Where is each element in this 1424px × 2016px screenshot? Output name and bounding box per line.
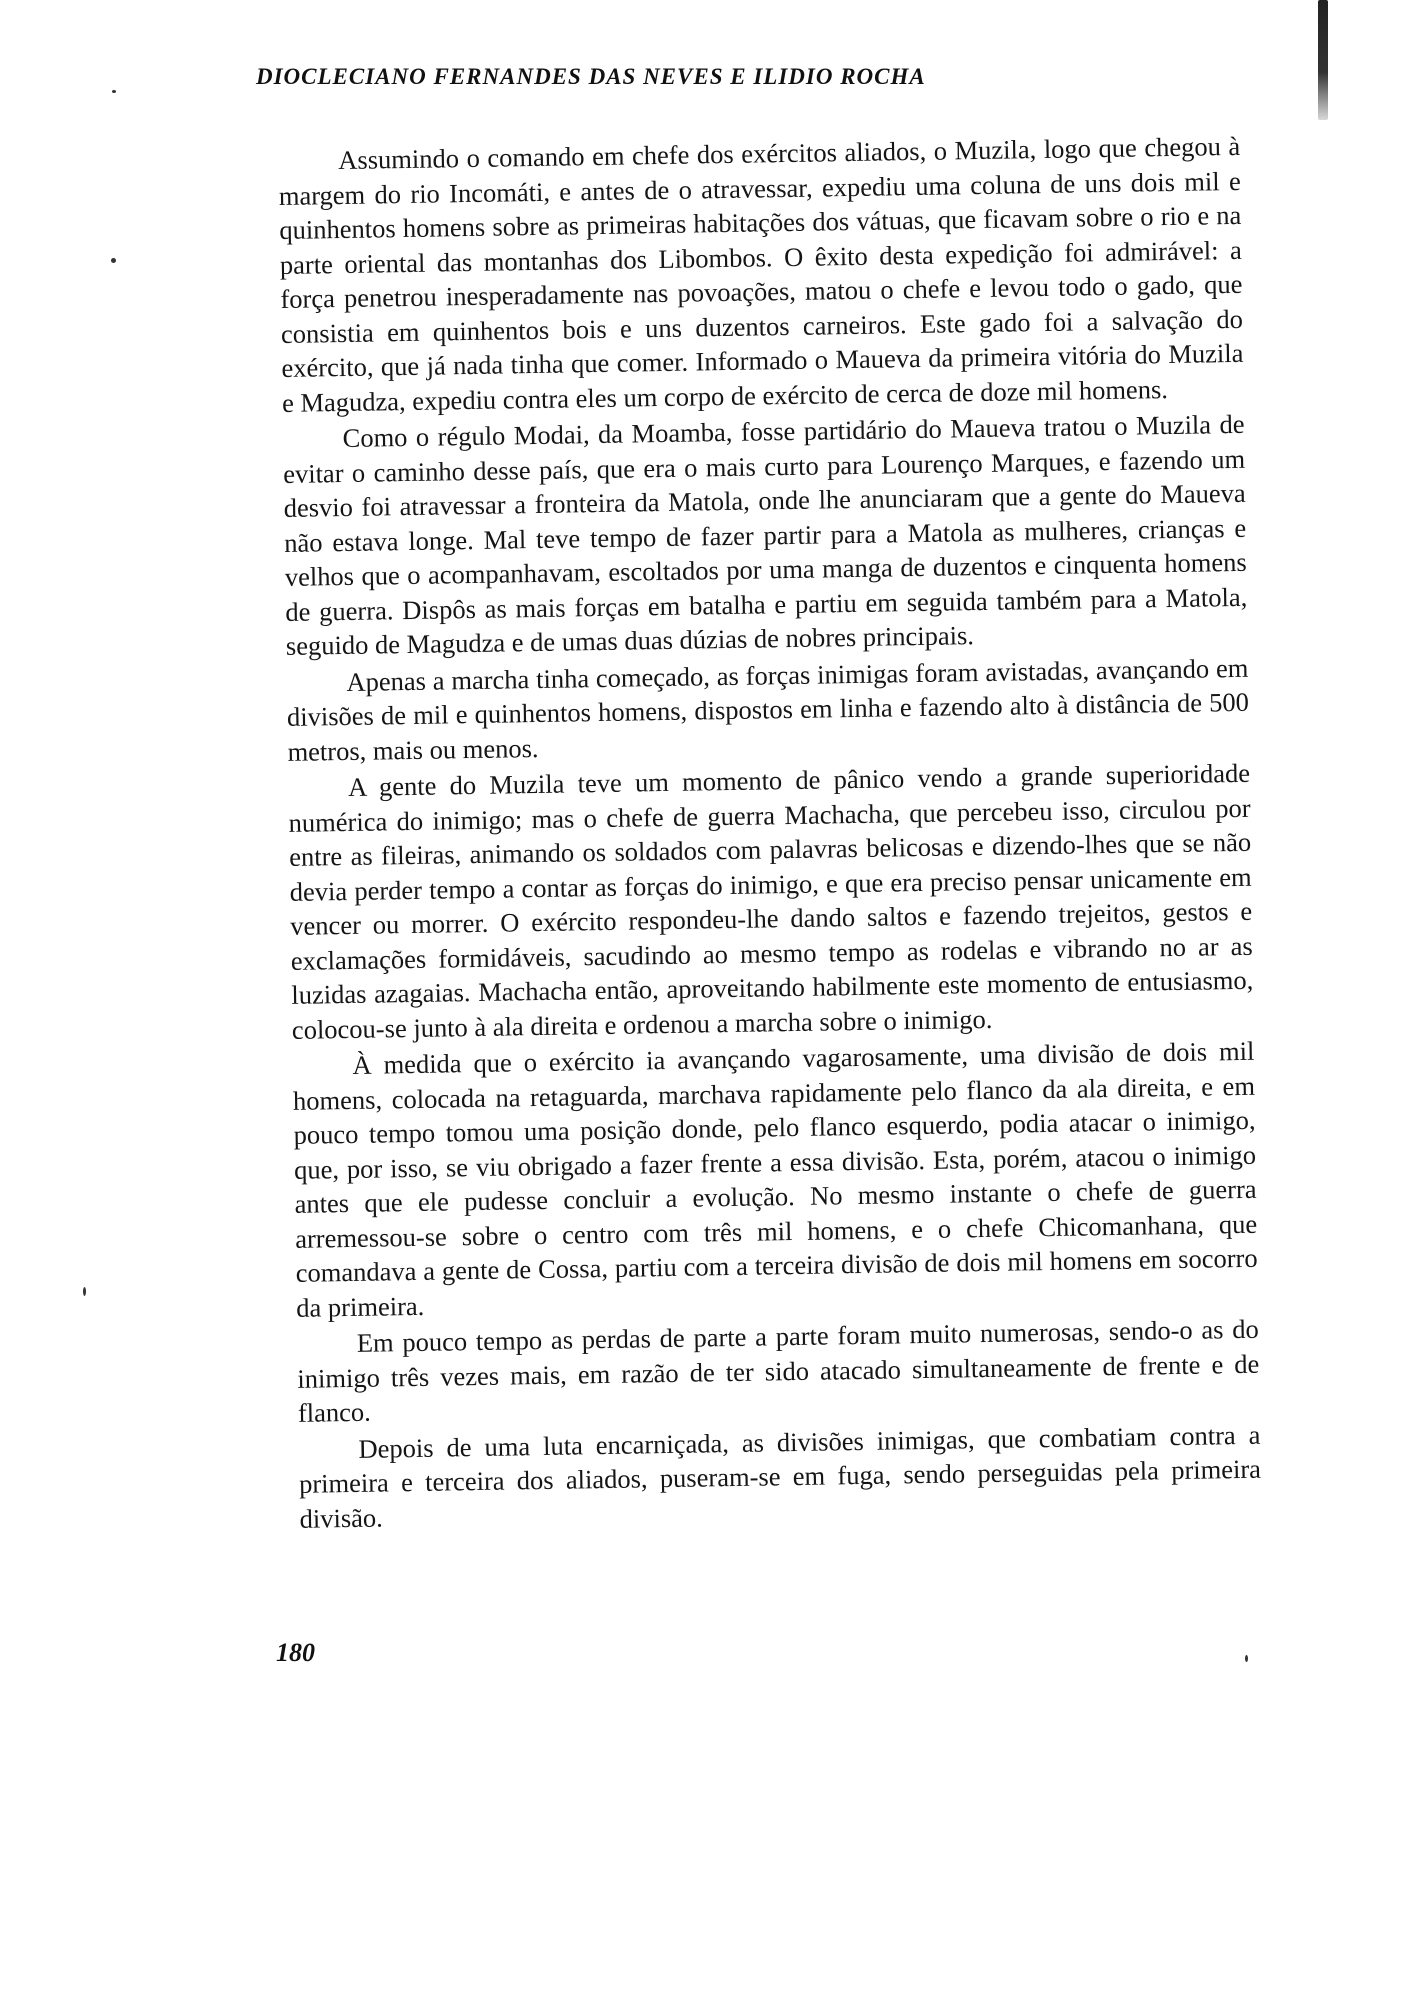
margin-speck <box>1245 1655 1248 1662</box>
paragraph: Como o régulo Modai, da Moamba, fosse partidário do Maueva tratou o Muzila de evitar o caminho desse país, que era o mais curto para Lourenço Marques, e fazendo um desvio foi atravessar a fronteira da Matola, onde lhe anunciaram que a gente do Maueva não estava longe. Mal teve tempo de fazer partir para a Matola as mulheres, crianças e velhos que o acompanhavam, escoltados por uma manga de duzentos e cinquenta homens de guerra. Dispôs as mais forças em batalha e partiu em seguida também para a Matola, seguido de Magudza e de umas duas dúzias de nobres principais. <box>282 408 1248 661</box>
paragraph: A gente do Muzila teve um momento de pânico vendo a grande superioridade numérica do inimigo; mas o chefe de guerra Machacha, que percebeu isso, circulou por entre as fileiras, animando os soldados com palavras belicosas e dizendo-lhes que se não devia perder tempo a contar as forças do inimigo, e que era preciso pensar unicamente em vencer ou morrer. O exército respondeu-lhe dando saltos e fazendo trejeitos, gestos e exclamações formidáveis, sacudindo ao mesmo tempo as rodelas e vibrando no ar as luzidas azagaias. Machacha então, aproveitando habilmente este momento de entusiasmo, colocou-se junto à ala direita e ordenou a marcha sobre o inimigo. <box>288 757 1254 1045</box>
body-text <box>278 129 1262 1536</box>
paragraph: Depois de uma luta encarniçada, as divisões inimigas, que combatiam contra a primeira e terceira dos aliados, puseram-se em fuga, sendo perseguidas pela primeira divisão. <box>298 1419 1262 1534</box>
running-head: DIOCLECIANO FERNANDES DAS NEVES E ILIDIO ROCHA <box>256 64 926 89</box>
margin-speck <box>112 90 116 93</box>
paragraph: Em pouco tempo as perdas de parte a parte foram muito numerosas, sendo-o as do inimigo três vezes mais, em razão de ter sido atacado simultaneamente de frente e de flanco. <box>297 1313 1260 1428</box>
margin-speck <box>83 1287 86 1296</box>
paragraph: Apenas a marcha tinha começado, as forças inimigas foram avistadas, avançando em divisões de mil e quinhentos homens, dispostos em linha e fazendo alto à distância de 500 metros, mais ou menos. <box>286 652 1250 767</box>
page-number: 180 <box>276 1638 315 1667</box>
paragraph: Assumindo o comando em chefe dos exércitos aliados, o Muzila, logo que chegou à margem do rio Incomáti, e antes de o atravessar, expediu uma coluna de uns dois mil e quinhentos homens sobre as primeiras habitações dos vátuas, que ficavam sobre o rio e na parte oriental das montanhas dos Libombos. O êxito desta expedição foi admirável: a força penetrou inesperadamente nas povoações, matou o chefe e levou todo o gado, que consistia em quinhentos bois e uns duzentos carneiros. Este gado foi a salvação do exército, que já nada tinha que comer. Informado o Maueva da primeira vitória do Muzila e Magudza, expediu contra eles um corpo de exército de cerca de doze mil homens. <box>278 130 1244 418</box>
paragraph: À medida que o exército ia avançando vagarosamente, uma divisão de dois mil homens, colocada na retaguarda, marchava rapidamente pelo flanco da ala direita, e em pouco tempo tomou uma posição donde, pelo flanco esquerdo, podia atacar o inimigo, que, por isso, se viu obrigado a fazer frente a essa divisão. Esta, porém, atacou o inimigo antes que ele pudesse concluir a evolução. No mesmo instante o chefe de guerra arremessou-se sobre o centro com três mil homens, e o chefe Chicomanhana, que comandava a gente de Cossa, partiu com a terceira divisão de dois mil homens em socorro da primeira. <box>292 1035 1258 1323</box>
margin-speck <box>111 258 116 263</box>
scan-edge-shadow <box>1318 0 1328 120</box>
